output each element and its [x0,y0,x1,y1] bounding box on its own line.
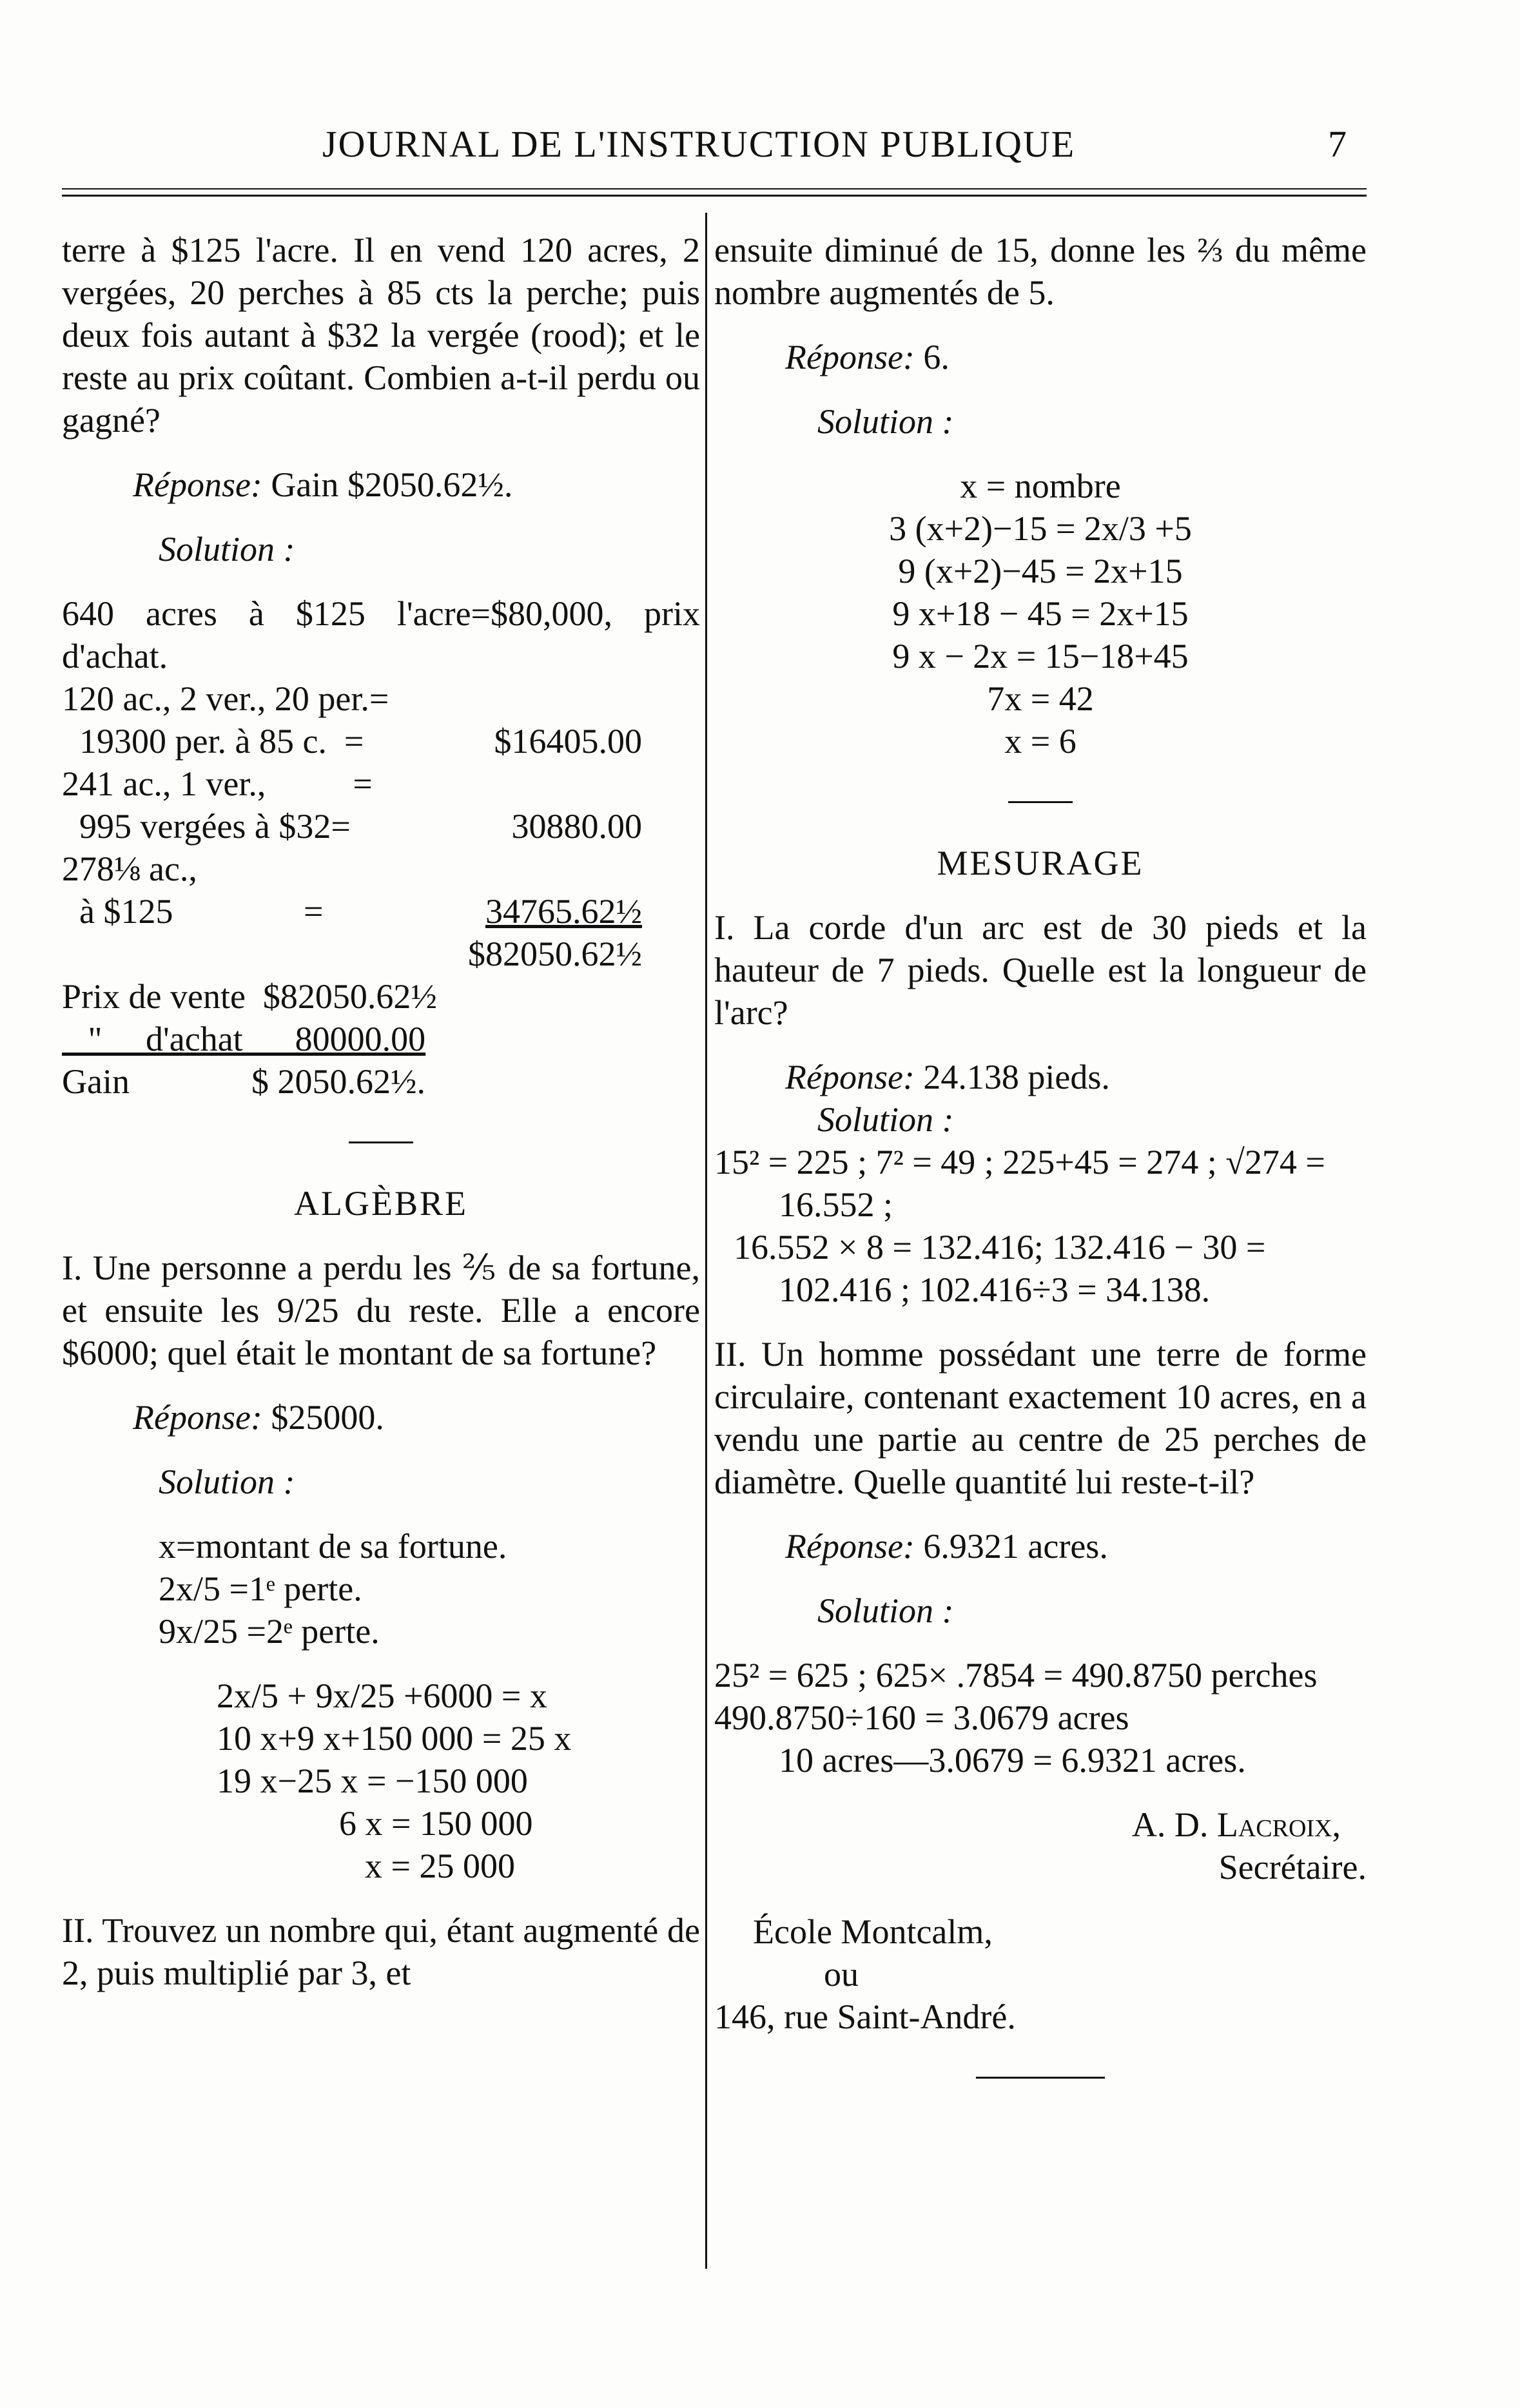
measure-2-solution [714,1654,1367,1782]
solution-label: Solution : [817,402,954,441]
address-line: ou [824,1955,859,1994]
address-line: 146, rue Saint-André. [714,1997,1016,2036]
answer-2: Réponse: $25000. [133,1398,384,1437]
table-row: 19300 per. à 85 c. = $16405.00 [62,722,642,761]
solution-label: Solution : [817,1100,954,1139]
section-divider [349,1141,413,1143]
section-divider [1008,801,1073,803]
solution-line: 640 acres à $125 l'acre=$80,000, prix d'achat. [62,594,700,675]
equation-line: x=montant de sa fortune. [159,1527,507,1566]
address-line: École Montcalm, [753,1912,993,1951]
equation-line: 15² = 225 ; 7² = 49 ; 225+45 = 274 ; √274 = [714,1143,1325,1181]
answer-1 [62,463,700,506]
table-row: 278⅛ ac., [62,850,197,888]
closing-rule [976,2077,1105,2079]
left-column [62,229,700,1994]
equation-line: 9 x − 2x = 15−18+45 [892,637,1189,675]
equation-line: x = 6 [1004,722,1077,761]
equation-line: 102.416 ; 102.416÷3 = 34.138. [779,1270,1211,1309]
section-title-mesurage: MESURAGE [937,844,1144,882]
equation-line: 9 (x+2)−45 = 2x+15 [898,552,1183,590]
header-rule-thick [62,195,1367,197]
algebra-equations [62,1675,700,1887]
page-header [0,122,1520,174]
answer-value: Gain $2050.62½. [271,465,513,504]
equation-line: x = nombre [960,467,1121,505]
journal-title: JOURNAL DE L'INSTRUCTION PUBLIQUE [322,123,1076,165]
equation-line: 2x/5 =1ᵉ perte. [159,1569,362,1608]
equation-line: 7x = 42 [987,679,1094,718]
solution-table [62,677,700,975]
table-row: 120 ac., 2 ver., 20 per.= [62,679,389,718]
equation-line: 6 x = 150 000 [339,1804,533,1843]
algebra-problem-1: I. Une personne a perdu les ⅖ de sa fortune, et ensuite les 9/25 du reste. Elle a encore $6000; quel était le montant de sa fortune? [62,1248,700,1372]
gain-line: Gain $ 2050.62½. [62,1062,425,1101]
algebra-solution [62,1525,700,1653]
equation-line: 9 x+18 − 45 = 2x+15 [892,594,1189,633]
measure-1-solution [714,1141,1367,1311]
problem-continuation: ensuite diminué de 15, donne les ⅔ du même nombre augmentés de 5. [714,231,1367,312]
table-row: 995 vergées à $32= 30880.00 [62,807,642,846]
signature-title: Secrétaire. [1218,1848,1367,1887]
algebra-problem-2: II. Trouvez un nombre qui, étant augmenté de 2, puis multiplié par 3, et [62,1911,700,1992]
purchase-price: " d'achat 80000.00 [62,1020,426,1058]
equation-line: 10 acres—3.0679 = 6.9321 acres. [779,1741,1246,1780]
equation-line: 3 (x+2)−15 = 2x/3 +5 [889,509,1192,548]
solution-label: Solution : [159,530,295,568]
table-row: $82050.62½ [468,935,642,973]
answer-label: Réponse: [133,465,262,504]
signature-name: A. D. Lacroix, [1131,1805,1341,1844]
page-number: 7 [1328,123,1347,165]
algebra-2-equations [714,465,1367,762]
table-row: à $125 = 34765.62½ [62,892,642,931]
measure-problem-2: II. Un homme possédant une terre de forme circulaire, contenant exactement 10 acres, en a vendu une partie au centre de 25 perches de diamètre. Quelle quantité lui reste-t-il? [714,1335,1367,1501]
address-block [714,1910,1367,2038]
equation-line: 16.552 × 8 = 132.416; 132.416 − 30 = [734,1228,1266,1267]
answer-3: Réponse: 6. [785,338,950,376]
equation-line: 9x/25 =2ᵉ perte. [159,1612,380,1651]
equation-line: 25² = 625 ; 625× .7854 = 490.8750 perches [714,1656,1318,1694]
section-title-algebre: ALGÈBRE [294,1184,468,1223]
sale-price: Prix de vente $82050.62½ [62,977,437,1016]
header-rule-thin [62,188,1367,189]
table-row: 241 ac., 1 ver., = [62,764,373,803]
equation-line: 16.552 ; [779,1185,893,1224]
equation-line: 10 x+9 x+150 000 = 25 x [217,1719,572,1758]
problem-intro: terre à $125 l'acre. Il en vend 120 acres, 2 vergées, 20 perches à 85 cts la perche; puis deux fois autant à $32 la vergée (rood); et le reste au prix coûtant. Combien a-t-il perdu ou gagné? [62,231,700,440]
solution-label: Solution : [817,1591,954,1630]
equation-line: 490.8750÷160 = 3.0679 acres [714,1698,1129,1737]
equation-line: x = 25 000 [365,1847,515,1885]
column-divider [705,213,707,2269]
right-column [714,229,1367,2117]
solution-label: Solution : [159,1462,295,1501]
answer-4: Réponse: 24.138 pieds. [785,1058,1110,1096]
equation-line: 19 x−25 x = −150 000 [217,1762,528,1800]
answer-5: Réponse: 6.9321 acres. [785,1527,1108,1566]
measure-problem-1: I. La corde d'un arc est de 30 pieds et la hauteur de 7 pieds. Quelle est la longueur de l'arc? [714,908,1367,1032]
equation-line: 2x/5 + 9x/25 +6000 = x [217,1676,547,1715]
